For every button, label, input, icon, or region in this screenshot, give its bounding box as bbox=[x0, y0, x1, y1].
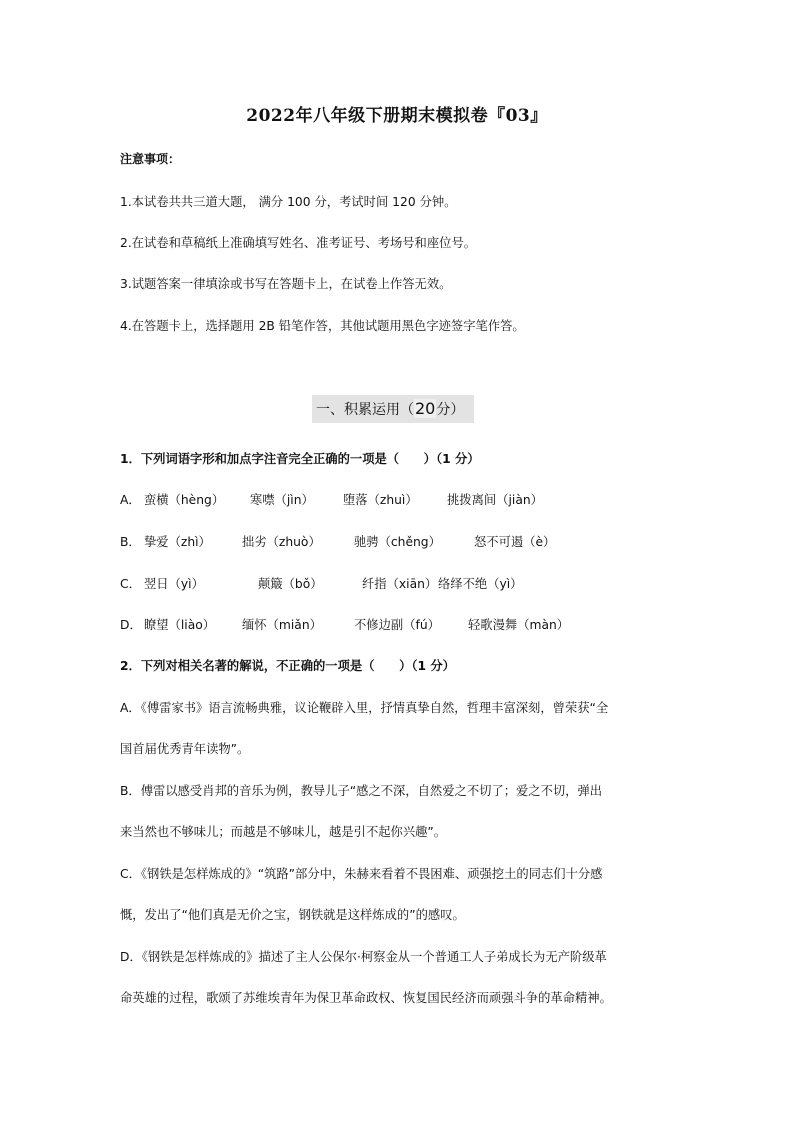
option-term: 寒噤（jìn） bbox=[250, 493, 314, 507]
question-2-option-a-line: 国首届优秀青年读物”。 bbox=[120, 742, 250, 756]
question-2-option-c-line: C．《钢铁是怎样炼成的》“筑路”部分中，朱赫来看着不畏困难、顽强挖土的同志们十分感 bbox=[120, 867, 603, 881]
note-item: 2.在试卷和草稿纸上准确填写姓名、准考证号、考场号和座位号。 bbox=[120, 236, 477, 250]
option-label: B． bbox=[120, 535, 141, 549]
option-term: 纤指（xiān） bbox=[362, 577, 438, 591]
note-item: 1.本试卷共共三道大题， 满分 100 分，考试时间 120 分钟。 bbox=[120, 195, 457, 209]
question-1-stem: 1．下列词语字形和加点字注音完全正确的一项是（ ）（1 分） bbox=[120, 452, 480, 466]
option-term: 络绎不绝（yì） bbox=[438, 577, 523, 591]
option-term: 轻歌漫舞（màn） bbox=[468, 618, 570, 632]
section-title: 一、积累运用（ bbox=[316, 402, 414, 418]
question-2-option-b-line: B．傅雷以感受肖邦的音乐为例，教导儿子“感之不深，自然爱之不切了；爱之不切，弹出 bbox=[120, 784, 603, 798]
option-label: A． bbox=[120, 493, 141, 507]
section-suffix: 分） bbox=[436, 402, 465, 418]
question-1-option-b bbox=[120, 532, 700, 552]
section-score: 20 bbox=[415, 399, 436, 418]
question-1-option-a bbox=[120, 490, 700, 510]
option-term: 颠簸（bǒ） bbox=[258, 577, 323, 591]
note-item: 3.试题答案一律填涂或书写在答题卡上，在试卷上作答无效。 bbox=[120, 277, 452, 291]
option-term: 挑拨离间（jiàn） bbox=[447, 493, 543, 507]
question-2-option-a-line: A．《傅雷家书》语言流畅典雅，议论鞭辟入里，抒情真挚自然，哲理丰富深刻，曾荣获“全 bbox=[120, 701, 609, 715]
question-2-option-d-line: 命英雄的过程，歌颂了苏维埃青年为保卫革命政权、恢复国民经济而顽强斗争的革命精神。 bbox=[120, 991, 612, 1005]
option-term: 瞭望（liào） bbox=[144, 618, 216, 632]
question-1-option-d bbox=[120, 615, 700, 635]
option-term: 堕落（zhuì） bbox=[343, 493, 418, 507]
option-term: 挚爱（zhì） bbox=[144, 535, 211, 549]
option-term: 翌日（yì） bbox=[144, 577, 204, 591]
question-1-option-c bbox=[120, 574, 700, 594]
page-title: 2022年八年级下册期末模拟卷『03』 bbox=[246, 106, 548, 126]
option-term: 怒不可遏（è） bbox=[474, 535, 556, 549]
notes-heading: 注意事项： bbox=[120, 152, 181, 166]
option-term: 驰骋（chěng） bbox=[354, 535, 441, 549]
option-term: 蛮横（hèng） bbox=[144, 493, 225, 507]
option-label: C． bbox=[120, 577, 141, 591]
question-2-stem: 2．下列对相关名著的解说，不正确的一项是（ ）（1 分） bbox=[120, 659, 455, 673]
note-item: 4.在答题卡上，选择题用 2B 铅笔作答，其他试题用黑色字迹签字笔作答。 bbox=[120, 319, 525, 333]
question-2-option-b-line: 来当然也不够味儿；而越是不够味儿，越是引不起你兴趣”。 bbox=[120, 825, 447, 839]
question-2-option-d-line: D．《钢铁是怎样炼成的》描述了主人公保尔·柯察金从一个普通工人子弟成长为无产阶级革 bbox=[120, 950, 607, 964]
question-2-option-c-line: 慨，发出了“他们真是无价之宝，钢铁就是这样炼成的”的感叹。 bbox=[120, 908, 465, 922]
option-term: 不修边副（fú） bbox=[354, 618, 440, 632]
option-term: 缅怀（miǎn） bbox=[242, 618, 322, 632]
option-label: D． bbox=[120, 618, 142, 632]
option-term: 拙劣（zhuò） bbox=[242, 535, 321, 549]
section-heading bbox=[312, 395, 474, 423]
